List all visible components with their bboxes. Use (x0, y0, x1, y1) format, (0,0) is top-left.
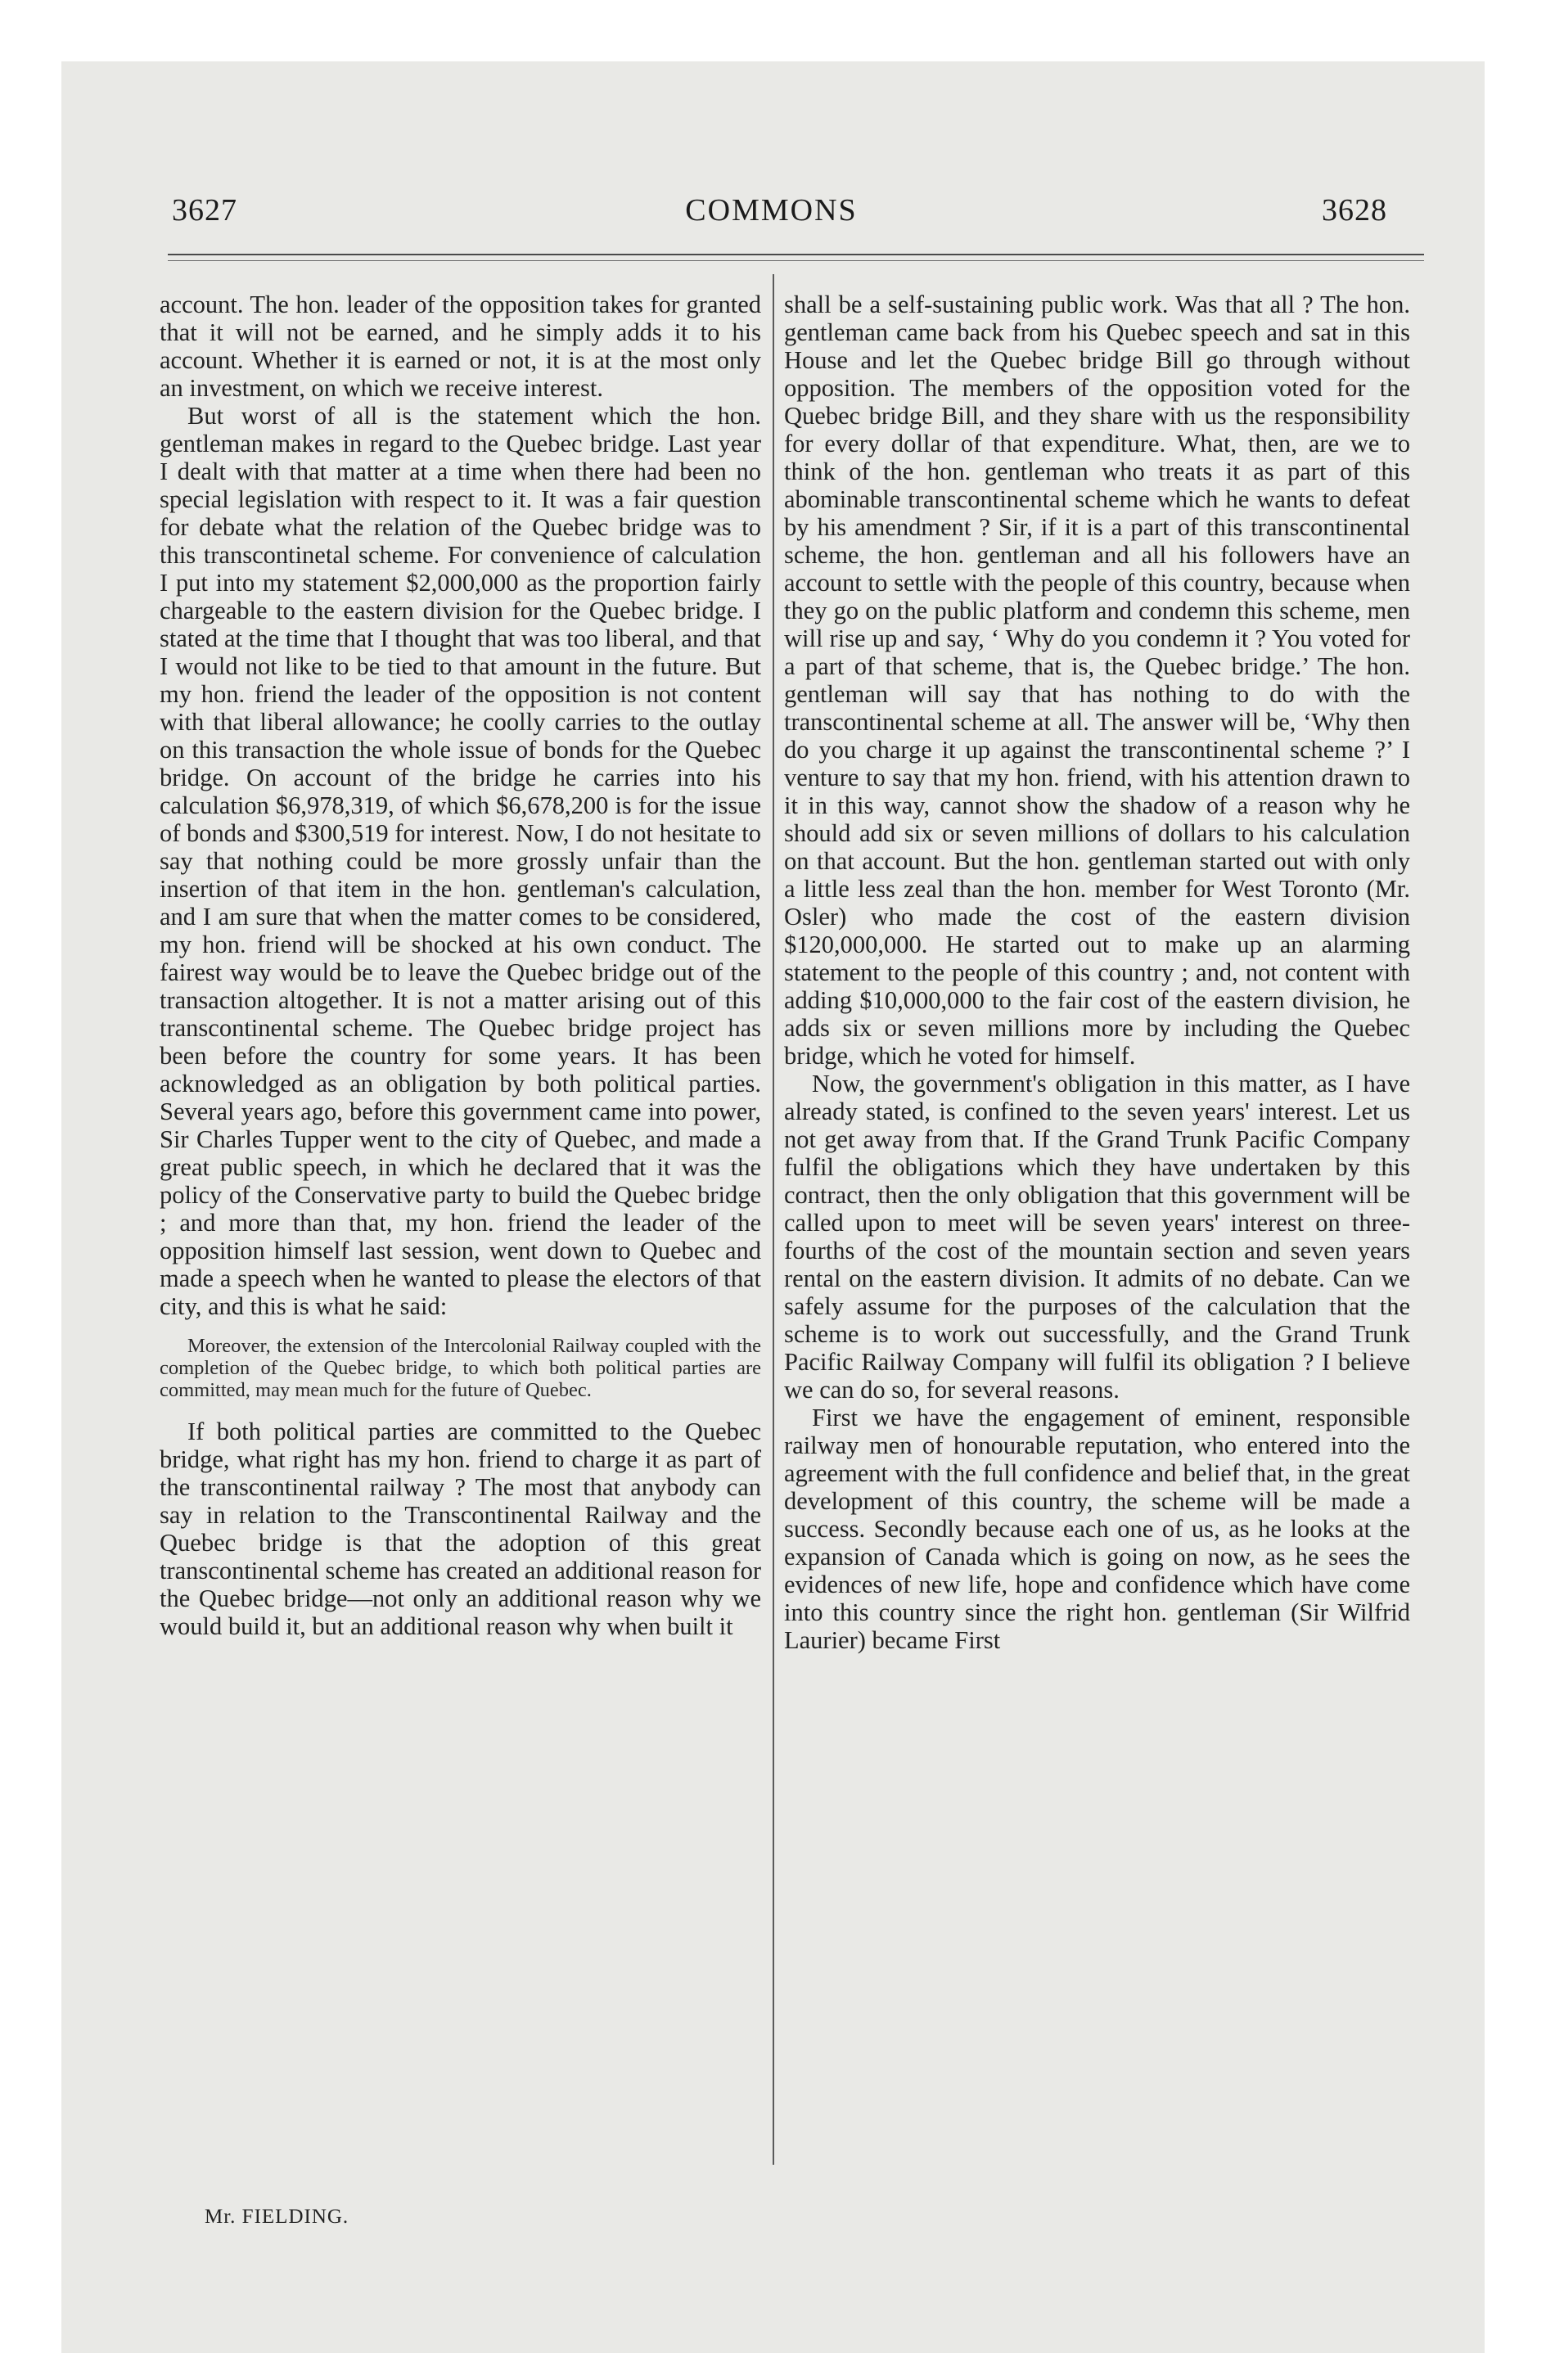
page-number-right: 3628 (1322, 193, 1387, 228)
speaker-footer: Mr. FIELDING. (205, 2206, 349, 2228)
left-paragraph-2: But worst of all is the statement which the hon. gentleman makes in regard to the Quebec bridge. Last year I dealt with that matter at a time when there had been no special legislation with respect to it. It was a fair question for debate what the relation of the Quebec bridge was to this transcontinetal scheme. For convenience of calculation I put into my statement $2,000,000 as the proportion fairly chargeable to the eastern division for the Quebec bridge. I stated at the time that I thought that was too liberal, and that I would not like to be tied to that amount in the future. But my hon. friend the leader of the opposition is not content with that liberal allowance; he coolly carries to the outlay on this transaction the whole issue of bonds for the Quebec bridge. On account of the bridge he carries into his calculation $6,978,319, of which $6,678,200 is for the issue of bonds and $300,519 for interest. Now, I do not hesitate to say that nothing could be more grossly unfair than the insertion of that item in the hon. gentleman's calculation, and I am sure that when the matter comes to be considered, my hon. friend will be shocked at his own conduct. The fairest way would be to leave the Quebec bridge out of the transaction altogether. It is not a matter arising out of this transcontinental scheme. The Quebec bridge project has been before the country for some years. It has been acknowledged as an obligation by both political parties. Several years ago, before this government came into power, Sir Charles Tupper went to the city of Quebec, and made a great public speech, in which he declared that it was the policy of the Conservative party to build the Quebec bridge ; and more than that, my hon. friend the leader of the opposition himself last session, went down to Quebec and made a speech when he wanted to please the electors of that city, and this is what he said: (160, 402, 761, 1320)
page-number-left: 3627 (172, 193, 237, 228)
left-paragraph-3: If both political parties are committed to the Quebec bridge, what right has my hon. friend to charge it as part of the transcontinental railway ? The most that anybody can say in relation to the Transcontinental Railway and the Quebec bridge is that the adoption of this great transcontinental scheme has created an additional reason for the Quebec bridge—not only an additional reason why we would build it, but an additional reason why when built it (160, 1418, 761, 1640)
right-column (784, 291, 1410, 1654)
running-head-title: COMMONS (685, 193, 858, 228)
right-paragraph-3: First we have the engagement of eminent, responsible railway men of honourable reputation, who entered into the agreement with the full confidence and belief that, in the great development of this country, the scheme will be made a success. Secondly because each one of us, as he looks at the expansion of Canada which is going on now, as he sees the evidences of new life, hope and confidence which have come into this country since the right hon. gentleman (Sir Wilfrid Laurier) became First (784, 1404, 1410, 1654)
column-divider (773, 274, 774, 2165)
block-quote: Moreover, the extension of the Intercolonial Railway coupled with the completion of the Quebec bridge, to which both political parties are committed, may mean much for the future of Quebec. (160, 1335, 761, 1401)
header-rule (168, 254, 1424, 261)
right-paragraph-2: Now, the government's obligation in this matter, as I have already stated, is confined to the seven years' interest. Let us not get away from that. If the Grand Trunk Pacific Company fulfil the obligations which they have undertaken by this contract, then the only obligation that this government will be called upon to meet will be seven years' interest on three-fourths of the cost of the mountain section and seven years rental on the eastern division. It admits of no debate. Can we safely assume for the purposes of the calculation that the scheme is to work out successfully, and the Grand Trunk Pacific Railway Company will fulfil its obligation ? I believe we can do so, for several reasons. (784, 1070, 1410, 1404)
left-paragraph-1: account. The hon. leader of the opposition takes for granted that it will not be earned, and he simply adds it to his account. Whether it is earned or not, it is at the most only an investment, on which we receive interest. (160, 291, 761, 402)
page-header (123, 192, 1420, 241)
left-column (160, 291, 761, 1640)
right-paragraph-1: shall be a self-sustaining public work. Was that all ? The hon. gentleman came back from his Quebec speech and sat in this House and let the Quebec bridge Bill go through without opposition. The members of the opposition voted for the Quebec bridge Bill, and they share with us the responsibility for every dollar of that expenditure. What, then, are we to think of the hon. gentleman who treats it as part of this abominable transcontinental scheme which he wants to defeat by his amendment ? Sir, if it is a part of this transcontinental scheme, the hon. gentleman and all his followers have an account to settle with the people of this country, because when they go on the public platform and condemn this scheme, men will rise up and say, ‘ Why do you condemn it ? You voted for a part of that scheme, that is, the Quebec bridge.’ The hon. gentleman will say that has nothing to do with the transcontinental scheme at all. The answer will be, ‘Why then do you charge it up against the transcontinental scheme ?’ I venture to say that my hon. friend, with his attention drawn to it in this way, cannot show the shadow of a reason why he should add six or seven millions of dollars to his calculation on that account. But the hon. gentleman started out with only a little less zeal than the hon. member for West Toronto (Mr. Osler) who made the cost of the eastern division $120,000,000. He started out to make up an alarming statement to the people of this country ; and, not content with adding $10,000,000 to the fair cost of the eastern division, he adds six or seven millions more by including the Quebec bridge, which he voted for himself. (784, 291, 1410, 1070)
